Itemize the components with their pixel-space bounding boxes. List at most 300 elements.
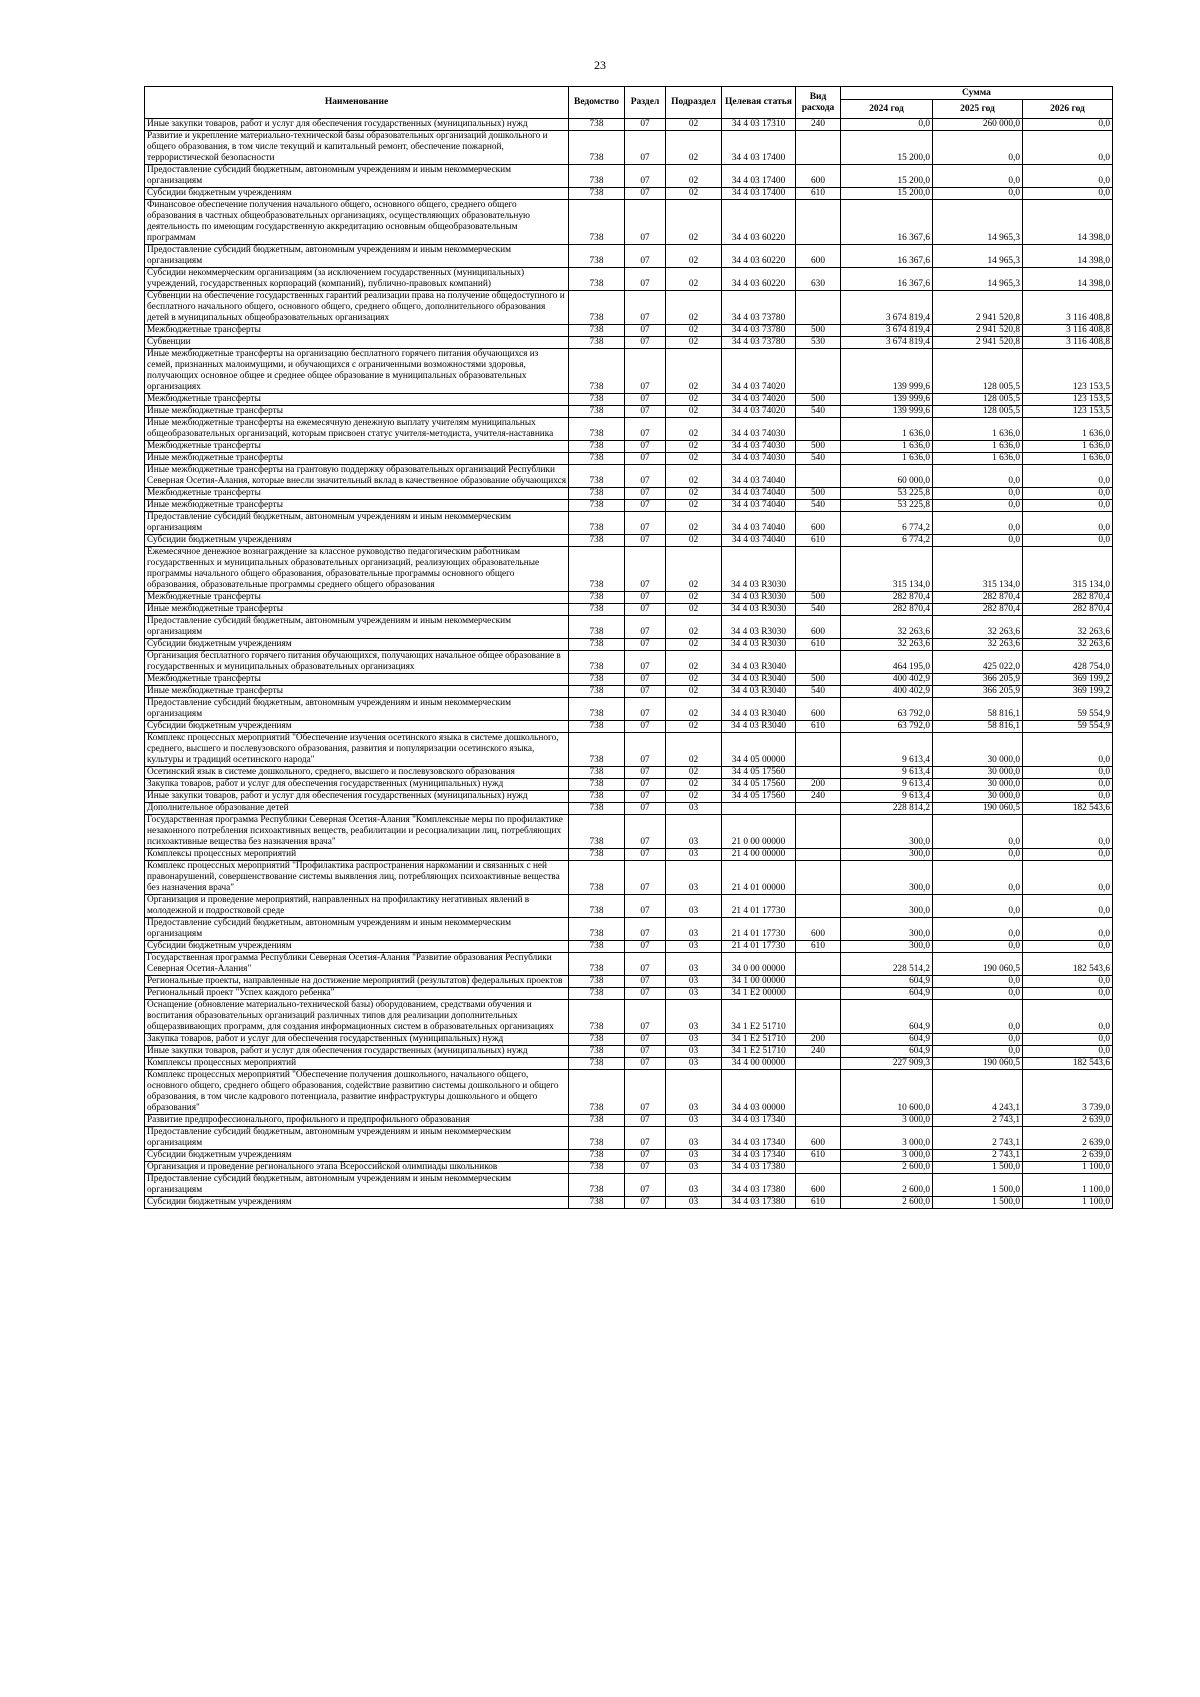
row-celevaya: 34 4 03 74040 [722,500,796,512]
row-sum-2026: 0,0 [1023,1000,1113,1034]
row-podrazdel: 03 [666,1162,722,1174]
row-celevaya: 34 4 03 74020 [722,394,796,406]
row-razdel: 07 [625,325,666,337]
row-sum-2025: 2 743,1 [933,1150,1023,1162]
row-vid [796,895,841,918]
row-razdel: 07 [625,616,666,639]
row-vid: 600 [796,698,841,721]
row-name: Государственная программа Республики Северная Осетия-Алания "Комплексные меры по профилактике незаконного потребления психоактивных веществ, реабилитации и ресоциализации лиц, потребляющих психоактивные вещества без назначения врача" [145,815,569,849]
row-sum-2026: 182 543,6 [1023,1058,1113,1070]
table-row [145,698,1113,721]
table-row [145,1197,1113,1209]
row-vedomstvo: 738 [569,200,625,245]
row-celevaya: 21 4 01 17730 [722,918,796,941]
row-razdel: 07 [625,165,666,188]
row-sum-2024: 9 613,4 [841,767,933,779]
row-podrazdel: 02 [666,441,722,453]
row-podrazdel: 03 [666,953,722,976]
row-sum-2025: 0,0 [933,861,1023,895]
row-vedomstvo: 738 [569,616,625,639]
row-sum-2025: 0,0 [933,131,1023,165]
row-vedomstvo: 738 [569,406,625,418]
table-row [145,1070,1113,1115]
table-row [145,441,1113,453]
row-sum-2024: 282 870,4 [841,592,933,604]
row-sum-2025: 1 636,0 [933,441,1023,453]
row-vedomstvo: 738 [569,465,625,488]
row-sum-2024: 3 000,0 [841,1115,933,1127]
row-vid: 200 [796,1034,841,1046]
table-row [145,1162,1113,1174]
row-vid: 600 [796,616,841,639]
row-name: Субсидии бюджетным учреждениям [145,941,569,953]
row-podrazdel: 03 [666,976,722,988]
row-celevaya: 34 4 03 R3040 [722,686,796,698]
row-razdel: 07 [625,1150,666,1162]
row-sum-2024: 400 402,9 [841,674,933,686]
row-podrazdel: 02 [666,188,722,200]
row-sum-2025: 32 263,6 [933,639,1023,651]
row-sum-2026: 0,0 [1023,895,1113,918]
row-razdel: 07 [625,604,666,616]
row-vedomstvo: 738 [569,976,625,988]
row-celevaya: 34 4 03 73780 [722,337,796,349]
row-sum-2024: 300,0 [841,815,933,849]
row-razdel: 07 [625,861,666,895]
row-sum-2026: 1 100,0 [1023,1174,1113,1197]
row-sum-2025: 0,0 [933,488,1023,500]
row-sum-2025: 2 941 520,8 [933,291,1023,325]
row-sum-2026: 59 554,9 [1023,721,1113,733]
table-row [145,791,1113,803]
row-vid [796,976,841,988]
row-celevaya: 34 4 05 17560 [722,779,796,791]
row-vid: 540 [796,406,841,418]
row-razdel: 07 [625,200,666,245]
table-row [145,1127,1113,1150]
row-podrazdel: 03 [666,849,722,861]
table-row [145,721,1113,733]
row-sum-2025: 0,0 [933,188,1023,200]
row-sum-2024: 139 999,6 [841,406,933,418]
row-celevaya: 34 4 03 74040 [722,488,796,500]
row-vedomstvo: 738 [569,988,625,1000]
row-name: Иные межбюджетные трансферты [145,453,569,465]
row-celevaya: 34 1 00 00000 [722,976,796,988]
row-vid: 610 [796,188,841,200]
row-vedomstvo: 738 [569,779,625,791]
row-vid: 600 [796,918,841,941]
row-razdel: 07 [625,651,666,674]
row-razdel: 07 [625,1197,666,1209]
row-sum-2026: 32 263,6 [1023,616,1113,639]
table-row [145,815,1113,849]
row-sum-2025: 0,0 [933,1034,1023,1046]
table-row [145,465,1113,488]
row-vedomstvo: 738 [569,941,625,953]
row-vid [796,1115,841,1127]
row-sum-2026: 0,0 [1023,779,1113,791]
row-name: Субсидии некоммерческим организациям (за исключением государственных (муниципальных) учреждений, государственных корпораций (компаний), публично-правовых компаний) [145,268,569,291]
row-sum-2024: 6 774,2 [841,512,933,535]
row-sum-2024: 604,9 [841,976,933,988]
row-vedomstvo: 738 [569,1058,625,1070]
row-podrazdel: 03 [666,1046,722,1058]
row-vedomstvo: 738 [569,1174,625,1197]
row-sum-2026: 3 116 408,8 [1023,291,1113,325]
row-sum-2025: 30 000,0 [933,779,1023,791]
row-name: Комплексы процессных мероприятий [145,849,569,861]
row-sum-2025: 190 060,5 [933,1058,1023,1070]
row-name: Развитие предпрофессионального, профильного и предпрофильного образования [145,1115,569,1127]
table-row [145,488,1113,500]
row-vid [796,1000,841,1034]
row-sum-2024: 604,9 [841,988,933,1000]
row-sum-2024: 32 263,6 [841,616,933,639]
row-sum-2025: 14 965,3 [933,245,1023,268]
row-razdel: 07 [625,337,666,349]
row-name: Иные межбюджетные трансферты [145,406,569,418]
table-row [145,895,1113,918]
row-celevaya: 34 4 03 74020 [722,349,796,394]
row-vedomstvo: 738 [569,1150,625,1162]
row-sum-2024: 300,0 [841,895,933,918]
row-sum-2026: 369 199,2 [1023,674,1113,686]
row-vid: 630 [796,268,841,291]
row-name: Субсидии бюджетным учреждениям [145,535,569,547]
table-row [145,803,1113,815]
row-vid [796,849,841,861]
table-row [145,639,1113,651]
row-razdel: 07 [625,245,666,268]
row-sum-2026: 1 636,0 [1023,418,1113,441]
row-sum-2025: 190 060,5 [933,803,1023,815]
row-celevaya: 34 4 03 R3040 [722,674,796,686]
row-vedomstvo: 738 [569,394,625,406]
row-celevaya: 34 4 00 00000 [722,1058,796,1070]
row-sum-2025: 0,0 [933,165,1023,188]
row-sum-2024: 10 600,0 [841,1070,933,1115]
row-razdel: 07 [625,592,666,604]
row-sum-2025: 0,0 [933,895,1023,918]
row-name: Субсидии бюджетным учреждениям [145,1197,569,1209]
row-vid [796,815,841,849]
row-sum-2025: 0,0 [933,512,1023,535]
row-sum-2025: 2 743,1 [933,1127,1023,1150]
row-podrazdel: 02 [666,698,722,721]
row-sum-2025: 0,0 [933,465,1023,488]
row-sum-2025: 58 816,1 [933,698,1023,721]
row-podrazdel: 02 [666,453,722,465]
row-name: Иные межбюджетные трансферты [145,500,569,512]
row-sum-2024: 6 774,2 [841,535,933,547]
table-row [145,976,1113,988]
row-vedomstvo: 738 [569,592,625,604]
row-vedomstvo: 738 [569,767,625,779]
row-razdel: 07 [625,1058,666,1070]
row-sum-2024: 2 600,0 [841,1197,933,1209]
row-sum-2024: 3 674 819,4 [841,325,933,337]
row-sum-2026: 0,0 [1023,988,1113,1000]
row-sum-2024: 63 792,0 [841,721,933,733]
row-vedomstvo: 738 [569,1046,625,1058]
row-sum-2025: 366 205,9 [933,674,1023,686]
row-vid [796,861,841,895]
row-sum-2024: 9 613,4 [841,779,933,791]
row-celevaya: 34 4 03 R3040 [722,721,796,733]
row-sum-2026: 2 639,0 [1023,1127,1113,1150]
table-row [145,686,1113,698]
row-name: Закупка товаров, работ и услуг для обеспечения государственных (муниципальных) нужд [145,1034,569,1046]
row-razdel: 07 [625,674,666,686]
row-sum-2026: 0,0 [1023,488,1113,500]
row-sum-2026: 0,0 [1023,1046,1113,1058]
row-podrazdel: 02 [666,767,722,779]
row-sum-2025: 2 941 520,8 [933,337,1023,349]
row-vedomstvo: 738 [569,291,625,325]
row-razdel: 07 [625,406,666,418]
row-vid: 530 [796,337,841,349]
row-celevaya: 34 4 03 R3030 [722,592,796,604]
col-header-razdel: Раздел [625,87,666,119]
row-celevaya: 34 4 03 60220 [722,200,796,245]
row-name: Комплексы процессных мероприятий [145,1058,569,1070]
row-vedomstvo: 738 [569,639,625,651]
row-celevaya: 34 4 03 17380 [722,1162,796,1174]
col-header-celevaya: Целевая статья [722,87,796,119]
row-celevaya: 21 4 01 00000 [722,861,796,895]
row-name: Осетинский язык в системе дошкольного, среднего, высшего и послевузовского образования [145,767,569,779]
table-row [145,325,1113,337]
table-row [145,953,1113,976]
row-sum-2025: 1 500,0 [933,1197,1023,1209]
row-vid: 540 [796,604,841,616]
row-celevaya: 34 4 05 17560 [722,791,796,803]
row-sum-2025: 30 000,0 [933,733,1023,767]
row-razdel: 07 [625,512,666,535]
row-sum-2026: 1 100,0 [1023,1197,1113,1209]
row-sum-2025: 190 060,5 [933,953,1023,976]
row-vedomstvo: 738 [569,1000,625,1034]
row-sum-2025: 0,0 [933,849,1023,861]
row-razdel: 07 [625,1046,666,1058]
row-sum-2026: 123 153,5 [1023,349,1113,394]
row-vid: 200 [796,779,841,791]
row-vid: 610 [796,1197,841,1209]
table-row [145,779,1113,791]
row-name: Дополнительное образование детей [145,803,569,815]
table-row [145,1058,1113,1070]
row-sum-2024: 3 674 819,4 [841,337,933,349]
row-vid [796,465,841,488]
row-name: Субвенции [145,337,569,349]
row-sum-2025: 0,0 [933,535,1023,547]
row-vedomstvo: 738 [569,500,625,512]
row-name: Организация бесплатного горячего питания обучающихся, получающих начальное общее образование в государственных и муниципальных образовательных организациях [145,651,569,674]
row-sum-2025: 366 205,9 [933,686,1023,698]
row-vid: 500 [796,674,841,686]
row-celevaya: 34 1 E2 51710 [722,1034,796,1046]
row-vedomstvo: 738 [569,1127,625,1150]
row-celevaya: 34 1 E2 51710 [722,1000,796,1034]
row-razdel: 07 [625,791,666,803]
row-podrazdel: 02 [666,651,722,674]
table-row [145,1174,1113,1197]
row-name: Межбюджетные трансферты [145,441,569,453]
row-sum-2026: 1 636,0 [1023,453,1113,465]
row-razdel: 07 [625,1070,666,1115]
row-name: Субсидии бюджетным учреждениям [145,639,569,651]
row-vid [796,651,841,674]
row-name: Региональный проект "Успех каждого ребенка" [145,988,569,1000]
row-sum-2025: 0,0 [933,941,1023,953]
table-row [145,1150,1113,1162]
row-vid: 500 [796,592,841,604]
row-sum-2024: 300,0 [841,861,933,895]
row-celevaya [722,803,796,815]
row-razdel: 07 [625,941,666,953]
row-vid: 610 [796,535,841,547]
row-name: Организация и проведение мероприятий, направленных на профилактику негативных явлений в молодежной и подростковой среде [145,895,569,918]
row-podrazdel: 03 [666,1034,722,1046]
table-row [145,861,1113,895]
row-vedomstvo: 738 [569,488,625,500]
row-sum-2026: 1 636,0 [1023,441,1113,453]
row-name: Ежемесячное денежное вознаграждение за классное руководство педагогическим работникам государственных и муниципальных образовательных организаций, реализующих образовательные программы начального общего образования, образовательные программы основного общего образования, образовательные программы среднего общего образования [145,547,569,592]
col-header-summa: Сумма [841,87,1113,100]
row-razdel: 07 [625,1174,666,1197]
row-sum-2025: 32 263,6 [933,616,1023,639]
row-podrazdel: 02 [666,200,722,245]
col-header-2025: 2025 год [933,100,1023,119]
row-name: Межбюджетные трансферты [145,674,569,686]
row-celevaya: 34 4 03 17340 [722,1127,796,1150]
row-razdel: 07 [625,131,666,165]
table-row [145,291,1113,325]
row-razdel: 07 [625,721,666,733]
table-row [145,1046,1113,1058]
row-razdel: 07 [625,1162,666,1174]
table-row [145,849,1113,861]
table-row [145,394,1113,406]
table-row [145,535,1113,547]
row-sum-2024: 53 225,8 [841,488,933,500]
row-razdel: 07 [625,418,666,441]
row-vedomstvo: 738 [569,188,625,200]
row-sum-2024: 1 636,0 [841,418,933,441]
row-razdel: 07 [625,465,666,488]
row-podrazdel: 02 [666,349,722,394]
row-celevaya: 34 4 03 17400 [722,165,796,188]
row-sum-2024: 604,9 [841,1000,933,1034]
row-sum-2024: 3 674 819,4 [841,291,933,325]
row-vid: 500 [796,325,841,337]
row-razdel: 07 [625,698,666,721]
row-vedomstvo: 738 [569,535,625,547]
row-podrazdel: 03 [666,1150,722,1162]
row-celevaya: 34 4 03 73780 [722,291,796,325]
row-sum-2026: 0,0 [1023,119,1113,131]
row-vedomstvo: 738 [569,1162,625,1174]
row-razdel: 07 [625,803,666,815]
row-vid: 600 [796,1127,841,1150]
row-vid: 240 [796,119,841,131]
row-sum-2026: 3 739,0 [1023,1070,1113,1115]
row-sum-2026: 0,0 [1023,861,1113,895]
row-sum-2026: 428 754,0 [1023,651,1113,674]
row-name: Предоставление субсидий бюджетным, автономным учреждениям и иным некоммерческим организациям [145,1174,569,1197]
row-podrazdel: 03 [666,803,722,815]
row-vedomstvo: 738 [569,651,625,674]
row-sum-2025: 315 134,0 [933,547,1023,592]
row-vedomstvo: 738 [569,245,625,268]
row-podrazdel: 02 [666,325,722,337]
row-sum-2024: 300,0 [841,849,933,861]
row-celevaya: 34 4 03 17340 [722,1150,796,1162]
row-podrazdel: 02 [666,592,722,604]
row-sum-2024: 3 000,0 [841,1127,933,1150]
row-podrazdel: 02 [666,512,722,535]
row-vedomstvo: 738 [569,604,625,616]
row-podrazdel: 02 [666,604,722,616]
row-name: Иные межбюджетные трансферты [145,604,569,616]
row-podrazdel: 02 [666,547,722,592]
row-sum-2025: 1 500,0 [933,1162,1023,1174]
row-celevaya: 34 4 05 00000 [722,733,796,767]
row-podrazdel: 03 [666,1127,722,1150]
row-podrazdel: 02 [666,500,722,512]
row-sum-2025: 260 000,0 [933,119,1023,131]
row-vedomstvo: 738 [569,165,625,188]
row-sum-2024: 282 870,4 [841,604,933,616]
row-vedomstvo: 738 [569,1034,625,1046]
row-name: Иные межбюджетные трансферты на организацию бесплатного горячего питания обучающихся из семей, признанных малоимущими, и обучающихся с ограниченными возможностями здоровья, получающих основное общее и среднее общее образование в муниципальных образовательных организациях [145,349,569,394]
row-razdel: 07 [625,1034,666,1046]
row-name: Предоставление субсидий бюджетным, автономным учреждениям и иным некоммерческим организациям [145,616,569,639]
row-celevaya: 21 0 00 00000 [722,815,796,849]
row-vid: 600 [796,245,841,268]
row-razdel: 07 [625,268,666,291]
row-vedomstvo: 738 [569,861,625,895]
table-row [145,131,1113,165]
row-razdel: 07 [625,441,666,453]
row-vid: 500 [796,441,841,453]
row-vedomstvo: 738 [569,815,625,849]
row-sum-2025: 0,0 [933,1000,1023,1034]
row-podrazdel: 02 [666,465,722,488]
row-sum-2026: 0,0 [1023,188,1113,200]
row-sum-2026: 0,0 [1023,1034,1113,1046]
row-celevaya: 34 4 03 74030 [722,441,796,453]
row-podrazdel: 02 [666,291,722,325]
row-razdel: 07 [625,488,666,500]
row-sum-2025: 1 636,0 [933,418,1023,441]
row-vedomstvo: 738 [569,849,625,861]
row-podrazdel: 02 [666,674,722,686]
row-podrazdel: 02 [666,268,722,291]
row-sum-2025: 30 000,0 [933,791,1023,803]
row-vedomstvo: 738 [569,686,625,698]
row-razdel: 07 [625,188,666,200]
row-vid: 610 [796,639,841,651]
row-sum-2025: 0,0 [933,976,1023,988]
row-sum-2026: 2 639,0 [1023,1150,1113,1162]
row-vid [796,418,841,441]
table-row [145,349,1113,394]
row-celevaya: 34 4 03 17310 [722,119,796,131]
budget-table [144,86,1113,1209]
row-sum-2025: 0,0 [933,500,1023,512]
